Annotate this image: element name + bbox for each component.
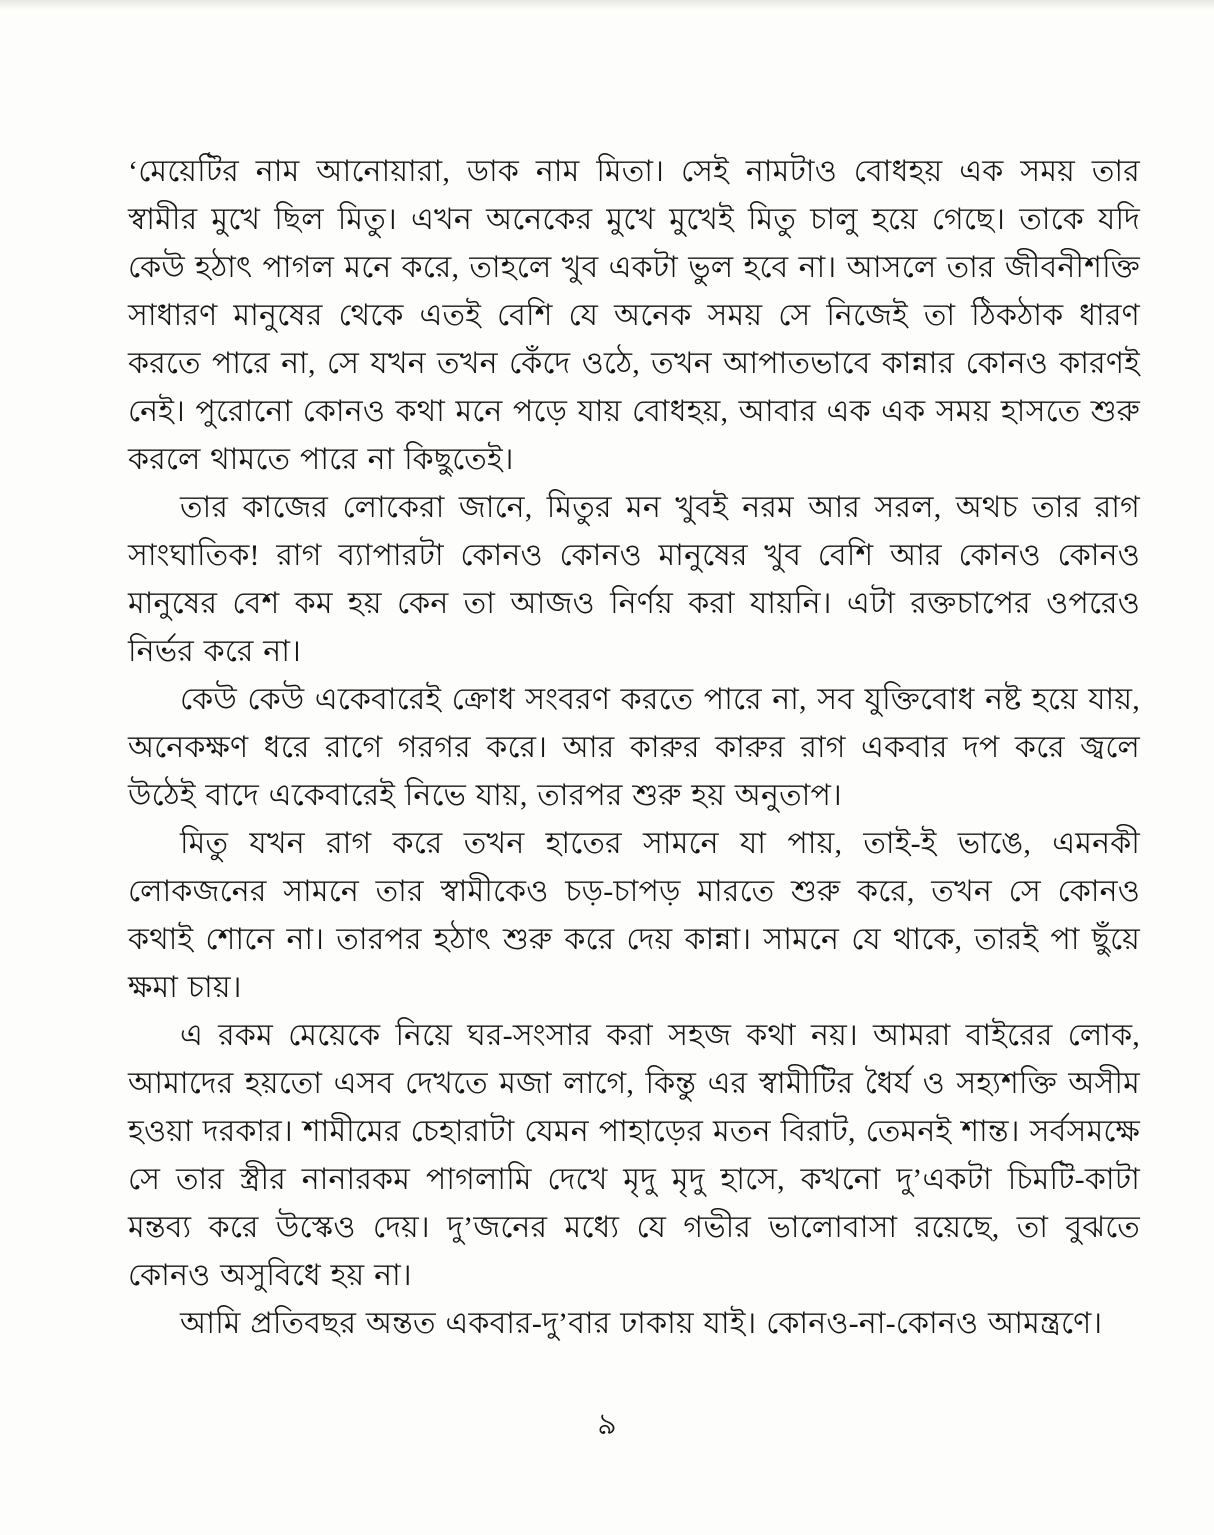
paragraph-6: আমি প্রতিবছর অন্তত একবার-দু’বার ঢাকায় যাই। কোনও-না-কোনও আমন্ত্রণে। — [180, 1307, 1103, 1340]
paragraph-2: তার কাজের লোকেরা জানে, মিতুর মন খুবই নরম আর সরল, অথচ তার রাগ সাংঘাতিক! রাগ ব্যাপারটা কোনও কোনও মানুষের খুব বেশি আর কোনও কোনও মানুষের বেশ কম হয় কেন তা আজও নির্ণয় করা যায়নি। এটা রক্তচাপের ওপরেও নির্ভর করে না। — [128, 491, 1140, 668]
paragraph-4: মিতু যখন রাগ করে তখন হাতের সামনে যা পায়, তাই-ই ভাঙে, এমনকী লোকজনের সামনে তার স্বামীকেও চড়-চাপড় মারতে শুরু করে, তখন সে কোনও কথাই শোনে না। তারপর হঠাৎ শুরু করে দেয় কান্না। সামনে যে থাকে, তারই পা ছুঁয়ে ক্ষমা চায়। — [128, 827, 1140, 1004]
paragraph-3: কেউ কেউ একেবারেই ক্রোধ সংবরণ করতে পারে না, সব যুক্তিবোধ নষ্ট হয়ে যায়, অনেকক্ষণ ধরে রাগে গরগর করে। আর কারুর কারুর রাগ একবার দপ করে জ্বলে উঠেই বাদে একেবারেই নিভে যায়, তারপর শুরু হয় অনুতাপ। — [128, 683, 1140, 812]
paragraph-5: এ রকম মেয়েকে নিয়ে ঘর-সংসার করা সহজ কথা নয়। আমরা বাইরের লোক, আমাদের হয়তো এসব দেখতে মজা লাগে, কিন্তু এর স্বামীটির ধৈর্য ও সহ্যশক্তি অসীম হওয়া দরকার। শামীমের চেহারাটা যেমন পাহাড়ের মতন বিরাট, তেমনই শান্ত। সর্বসমক্ষে সে তার স্ত্রীর নানারকম পাগলামি দেখে মৃদু মৃদু হাসে, কখনো দু’একটা চিমটি-কাটা মন্তব্য করে উস্কেও দেয়। দু’জনের মধ্যে যে গভীর ভালোবাসা রয়েছে, তা বুঝতে কোনও অসুবিধে হয় না। — [128, 1019, 1140, 1292]
scan-edge-artifact — [0, 0, 1214, 10]
body-text-block — [128, 148, 1140, 1348]
paragraph-1: ‘মেয়েটির নাম আনোয়ারা, ডাক নাম মিতা। সেই নামটাও বোধহয় এক সময় তার স্বামীর মুখে ছিল মিতু। এখন অনেকের মুখে মুখেই মিতু চালু হয়ে গেছে। তাকে যদি কেউ হঠাৎ পাগল মনে করে, তাহলে খুব একটা ভুল হবে না। আসলে তার জীবনীশক্তি সাধারণ মানুষের থেকে এতই বেশি যে অনেক সময় সে নিজেই তা ঠিকঠাক ধারণ করতে পারে না, সে যখন তখন কেঁদে ওঠে, তখন আপাতভাবে কান্নার কোনও কারণই নেই। পুরোনো কোনও কথা মনে পড়ে যায় বোধহয়, আবার এক এক সময় হাসতে শুরু করলে থামতে পারে না কিছুতেই। — [128, 155, 1140, 476]
page-number: ৯ — [597, 1408, 617, 1441]
